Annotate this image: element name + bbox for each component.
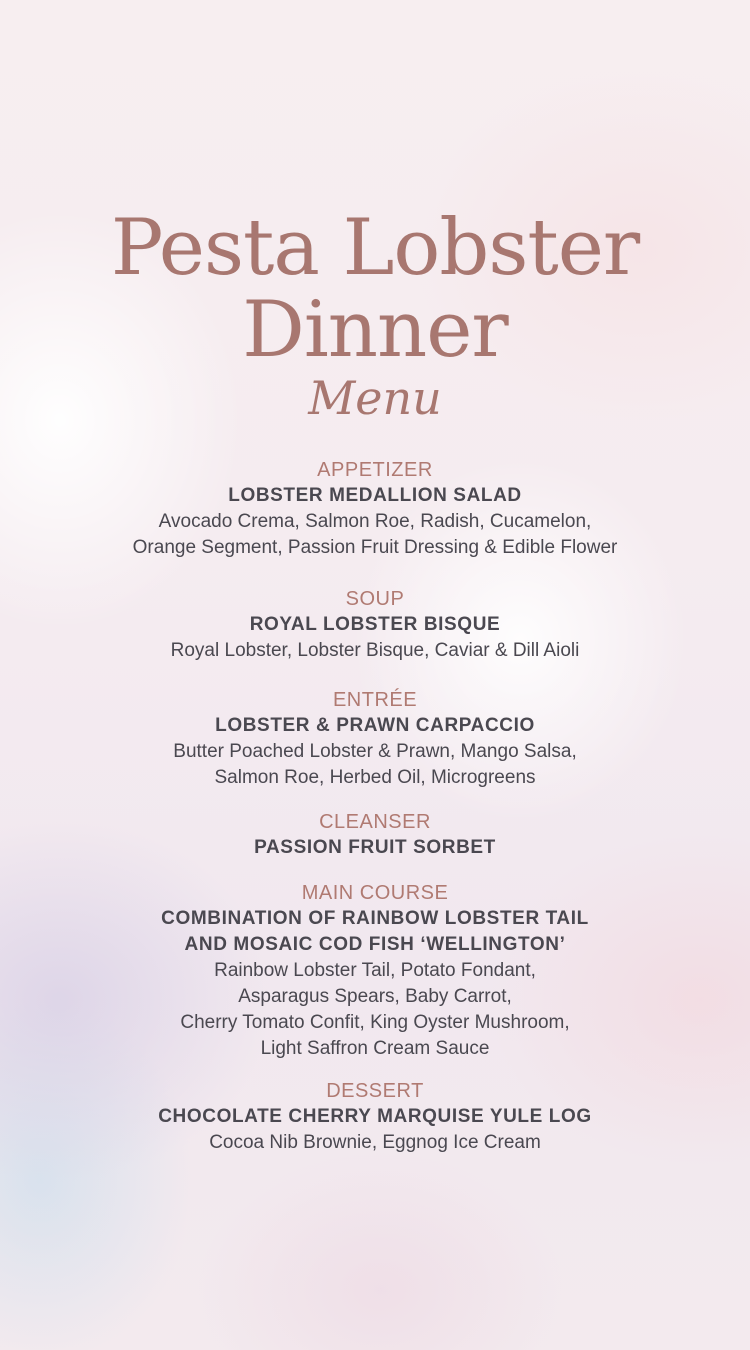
course-cleanser [0, 809, 750, 861]
course-dish: ROYAL LOBSTER BISQUE [249, 614, 501, 635]
course-dessert [0, 1078, 750, 1156]
course-dish: LOBSTER & PRAWN CARPACCIO [215, 715, 535, 736]
course-description-line: Orange Segment, Passion Fruit Dressing & Edible Flower [132, 537, 618, 558]
course-description-line: Rainbow Lobster Tail, Potato Fondant, [214, 960, 536, 981]
menu-subtitle: Menu [308, 371, 442, 425]
course-soup [0, 586, 750, 664]
course-description-line: Salmon Roe, Herbed Oil, Microgreens [214, 767, 536, 788]
course-category: ENTRÉE [332, 689, 418, 711]
course-dish-line: AND MOSAIC COD FISH ‘WELLINGTON’ [184, 934, 566, 955]
course-description-line: Cocoa Nib Brownie, Eggnog Ice Cream [209, 1132, 541, 1153]
course-description-line: Asparagus Spears, Baby Carrot, [238, 986, 512, 1007]
course-dish-line: COMBINATION OF RAINBOW LOBSTER TAIL [161, 908, 589, 929]
course-category: MAIN COURSE [301, 882, 449, 904]
course-description-line: Royal Lobster, Lobster Bisque, Caviar & Dill Aioli [170, 640, 580, 661]
course-appetizer [0, 457, 750, 561]
course-category: CLEANSER [319, 811, 431, 833]
course-description-line: Light Saffron Cream Sauce [260, 1038, 490, 1059]
menu-title-line1: Pesta Lobster [110, 203, 640, 293]
course-dish: PASSION FRUIT SORBET [254, 837, 496, 858]
course-dish: CHOCOLATE CHERRY MARQUISE YULE LOG [158, 1106, 592, 1127]
course-description-line: Cherry Tomato Confit, King Oyster Mushroom, [180, 1012, 570, 1033]
course-category: SOUP [345, 588, 405, 610]
course-main [0, 880, 750, 1062]
course-category: DESSERT [326, 1080, 424, 1102]
menu-title-line2: Dinner [242, 285, 508, 375]
course-category: APPETIZER [317, 459, 433, 481]
course-dish: LOBSTER MEDALLION SALAD [228, 485, 522, 506]
course-description-line: Avocado Crema, Salmon Roe, Radish, Cucamelon, [158, 511, 592, 532]
course-entree [0, 687, 750, 791]
course-description-line: Butter Poached Lobster & Prawn, Mango Salsa, [173, 741, 577, 762]
